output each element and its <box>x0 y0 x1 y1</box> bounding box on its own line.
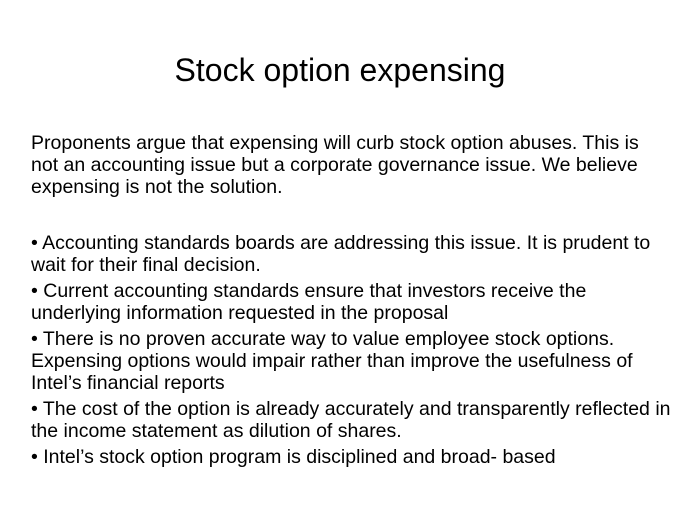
bullet-item: • The cost of the option is already accurately and transparently reflected in the income statement as dilution of shares. <box>31 398 671 442</box>
bullet-item: • Intel’s stock option program is disciplined and broad- based <box>31 446 556 468</box>
bullet-list <box>31 232 671 472</box>
bullet-item: • There is no proven accurate way to value employee stock options. Expensing options would impair rather than improve the usefulness of Intel’s financial reports <box>31 328 633 394</box>
slide-title: Stock option expensing <box>174 52 506 88</box>
bullet-item: • Accounting standards boards are addressing this issue. It is prudent to wait for their final decision. <box>31 232 651 276</box>
intro-paragraph: Proponents argue that expensing will curb stock option abuses. This is not an accounting issue but a corporate governance issue. We believe expensing is not the solution. <box>31 132 639 198</box>
bullet-item: • Current accounting standards ensure that investors receive the underlying information requested in the proposal <box>31 280 587 324</box>
